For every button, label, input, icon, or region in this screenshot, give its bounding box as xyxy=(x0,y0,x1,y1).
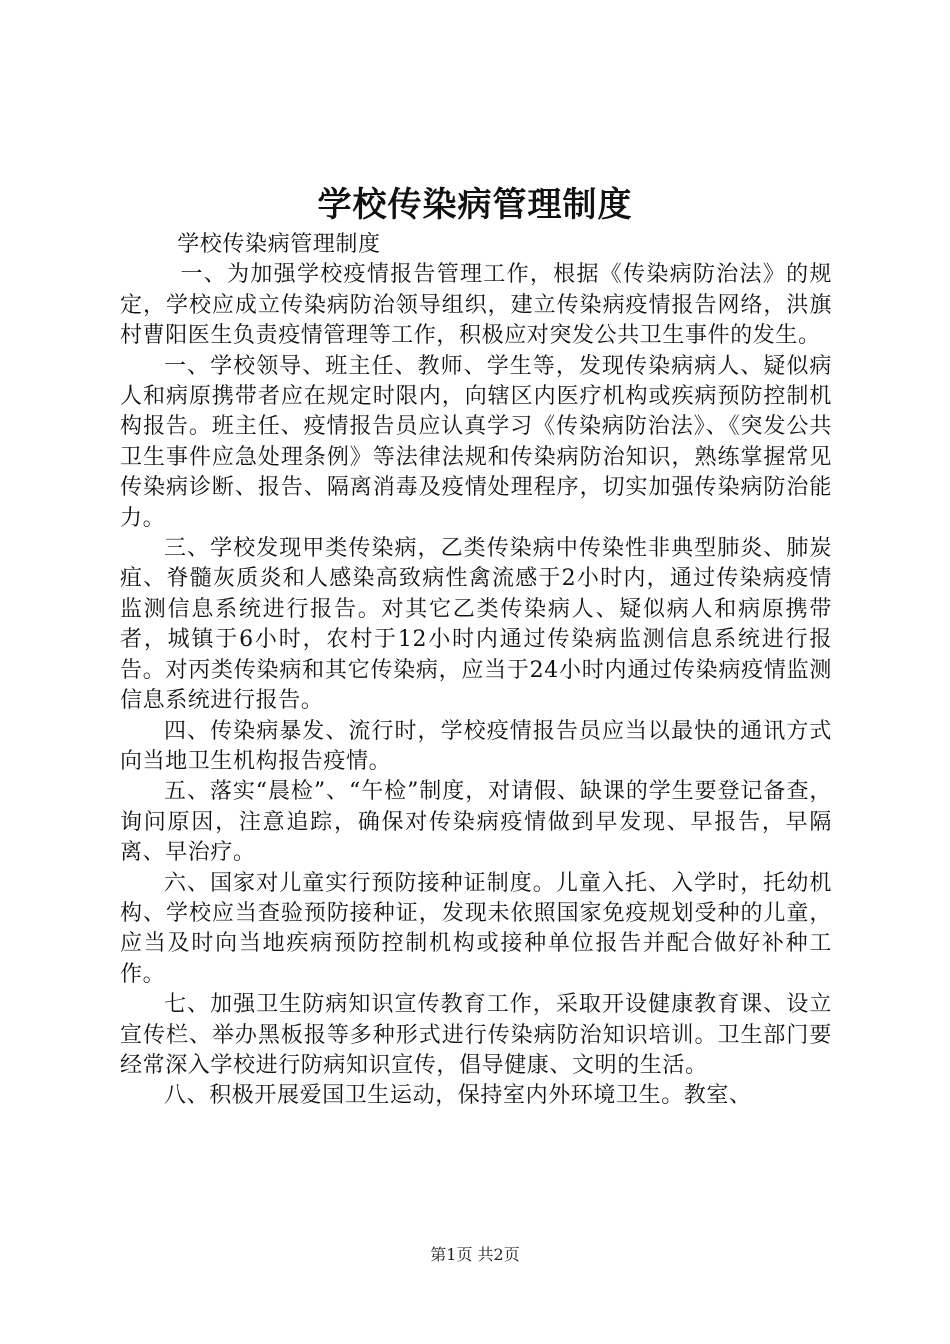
paragraph-2: 一、学校领导、班主任、教师、学生等，发现传染病病人、疑似病人和病原携带者应在规定时限内，向辖区内医疗机构或疾病预防控制机构报告。班主任、疫情报告员应认真学习《传染病防治法》、《突发公共卫生事件应急处理条例》等法律法规和传染病防治知识，熟练掌握常见传染病诊断、报告、隔离消毒及疫情处理程序，切实加强传染病防治能力。 xyxy=(120,353,832,531)
paragraph-7: 七、加强卫生防病知识宣传教育工作，采取开设健康教育课、设立宣传栏、举办黑板报等多种形式进行传染病防治知识培训。卫生部门要经常深入学校进行防病知识宣传，倡导健康、文明的生活。 xyxy=(120,992,832,1078)
paragraph-8: 八、积极开展爱国卫生运动，保持室内外环境卫生。教室、 xyxy=(164,1083,752,1109)
document-title: 学校传染病管理制度 xyxy=(317,185,633,225)
document-body xyxy=(120,230,832,1112)
paragraph-3: 三、学校发现甲类传染病，乙类传染病中传染性非典型肺炎、肺炭疽、脊髓灰质炎和人感染高致病性禽流感于2小时内，通过传染病疫情监测信息系统进行报告。对其它乙类传染病人、疑似病人和病原携带者，城镇于6小时，农村于12小时内通过传染病监测信息系统进行报告。对丙类传染病和其它传染病，应当于24小时内通过传染病疫情监测信息系统进行报告。 xyxy=(120,536,832,714)
paragraph-1: 一、为加强学校疫情报告管理工作，根据《传染病防治法》的规定，学校应成立传染病防治领导组织，建立传染病疫情报告网络，洪旗村曹阳医生负责疫情管理等工作，积极应对突发公共卫生事件的发生。 xyxy=(120,262,832,349)
paragraph-6: 六、国家对儿童实行预防接种证制度。儿童入托、入学时，托幼机构、学校应当查验预防接种证，发现未依照国家免疫规划受种的儿童，应当及时向当地疾病预防控制机构或接种单位报告并配合做好补种工作。 xyxy=(120,870,832,987)
paragraph-5: 五、落实“晨检”、“午检”制度，对请假、缺课的学生要登记备查，询问原因，注意追踪，确保对传染病疫情做到早发现、早报告，早隔离、早治疗。 xyxy=(120,779,832,866)
document-subtitle: 学校传染病管理制度 xyxy=(177,232,381,257)
paragraph-4: 四、传染病暴发、流行时，学校疫情报告员应当以最快的通讯方式向当地卫生机构报告疫情。 xyxy=(120,718,832,774)
page-number-footer: 第1页 共2页 xyxy=(430,1245,520,1264)
